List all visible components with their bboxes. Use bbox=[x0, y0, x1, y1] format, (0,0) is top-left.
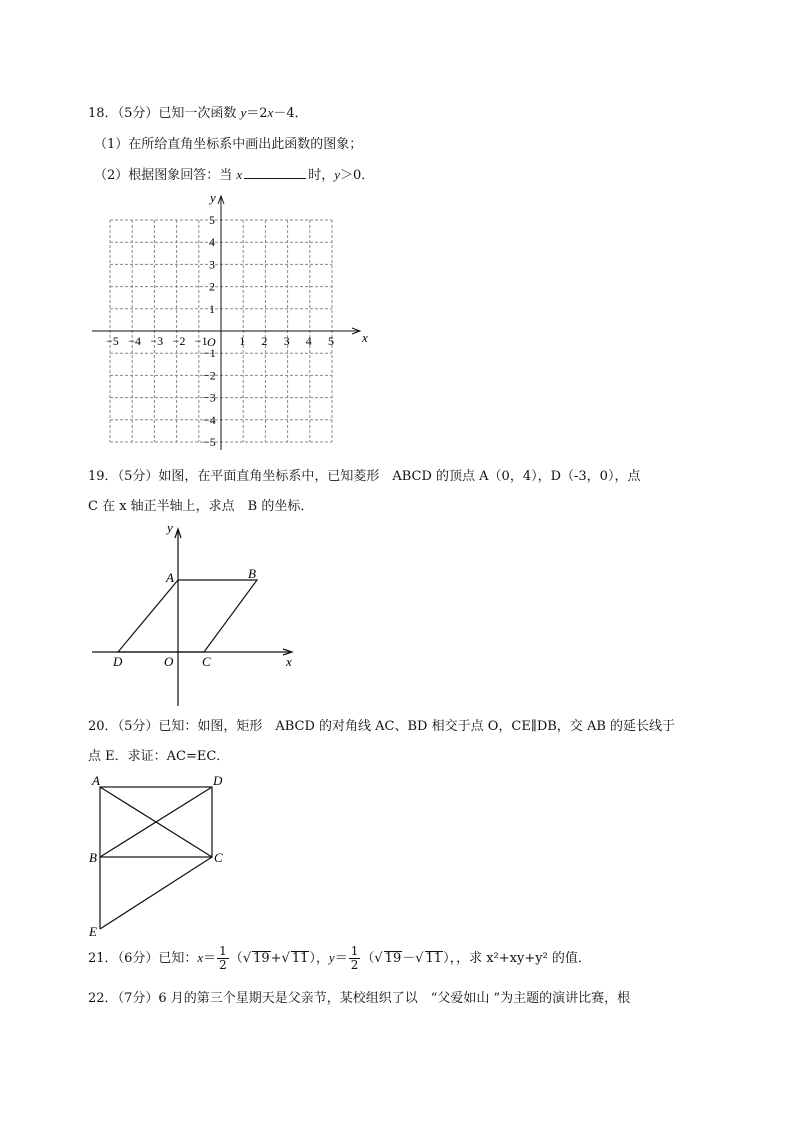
grid-y-tick-label: 3 bbox=[209, 257, 215, 272]
q19-stem-line1: 19．（5分）如图，在平面直角坐标系中，已知菱形 ABCD 的顶点 A（0，4），D（-3，0），点 bbox=[88, 469, 641, 484]
grid-y-tick-label: −2 bbox=[203, 368, 216, 383]
q19-label-y: y bbox=[167, 520, 173, 535]
q20-stem-line1: 20．（5分）已知：如图，矩形 ABCD 的对角线 AC、BD 相交于点 O，CE∥DB，交 AB 的延长线于 bbox=[88, 719, 676, 734]
q21-stem: 21．（6分）已知：x＝ $\frac{1}{2}$ （√ 19+√ 11），y＝ $\frac{1}{2}$ （√ 19－√ 11），，求 x²+xy+y² 的值． bbox=[88, 944, 591, 972]
grid-y-tick-label: −1 bbox=[203, 346, 216, 361]
grid-y-tick-label: 4 bbox=[209, 235, 215, 250]
grid-x-tick-label: 1 bbox=[239, 334, 246, 348]
q19-label-x: x bbox=[286, 654, 292, 669]
sqrt-icon: √ bbox=[415, 951, 424, 966]
q19-label-O: O bbox=[164, 654, 174, 669]
grid-x-tick-label: 5 bbox=[328, 334, 334, 348]
grid-x-tick-label: −1 bbox=[194, 334, 208, 348]
q19-label-D: D bbox=[113, 654, 123, 669]
q22-stem: 22．（7分）6 月的第三个星期天是父亲节，某校组织了以 “父爱如山 ”为主题的演讲比赛，根 bbox=[88, 991, 631, 1006]
grid-y-tick-label: 1 bbox=[209, 301, 215, 316]
grid-x-tick-label: −3 bbox=[150, 334, 164, 348]
grid-y-tick-label: −5 bbox=[203, 435, 216, 449]
q20-stem-line2: 点 E．求证：AC=EC． bbox=[88, 749, 230, 764]
sqrt-icon: √ bbox=[374, 951, 383, 966]
grid-x-tick-label: 3 bbox=[283, 334, 290, 348]
grid-x-tick-label: −4 bbox=[128, 334, 141, 348]
q20-label-C: C bbox=[214, 850, 223, 865]
q19-label-A: A bbox=[166, 570, 174, 585]
q21-fraction-2: $\frac{1}{2}$ bbox=[350, 944, 359, 972]
grid-y-tick-label: −3 bbox=[203, 390, 216, 405]
grid-x-tick-label: 4 bbox=[305, 334, 312, 348]
grid-y-tick-label: 2 bbox=[209, 279, 215, 294]
grid-y-tick-label: −4 bbox=[203, 412, 216, 427]
grid-origin-label: O bbox=[207, 335, 216, 349]
q19-stem-line2: C 在 x 轴正半轴上，求点 B 的坐标． bbox=[88, 499, 314, 514]
q19-label-C: C bbox=[202, 654, 211, 669]
q19-label-B: B bbox=[248, 566, 256, 581]
grid-axis-y-label: y bbox=[210, 190, 216, 205]
q18-stem: 18．（5分）已知一次函数 y＝2x－4． bbox=[88, 105, 308, 121]
q20-label-B: B bbox=[89, 850, 97, 865]
q20-label-E: E bbox=[89, 924, 97, 939]
grid-x-tick-label: 2 bbox=[261, 334, 268, 348]
sqrt-icon: √ bbox=[281, 951, 290, 966]
q20-label-A: A bbox=[92, 773, 100, 788]
grid-y-tick-label: 5 bbox=[209, 213, 215, 227]
grid-x-tick-label: −2 bbox=[172, 334, 186, 348]
q20-label-D: D bbox=[213, 773, 223, 788]
grid-x-tick-label: −5 bbox=[106, 334, 119, 348]
grid-axis-x-label: x bbox=[362, 330, 368, 345]
q18-part2: （2）根据图象回答：当 x 时，y＞0． bbox=[94, 167, 375, 183]
sqrt-icon: √ bbox=[242, 951, 252, 966]
q18-part1: （1）在所给直角坐标系中画出此函数的图象； bbox=[94, 137, 363, 152]
q21-fraction-1: $\frac{1}{2}$ bbox=[219, 944, 227, 972]
